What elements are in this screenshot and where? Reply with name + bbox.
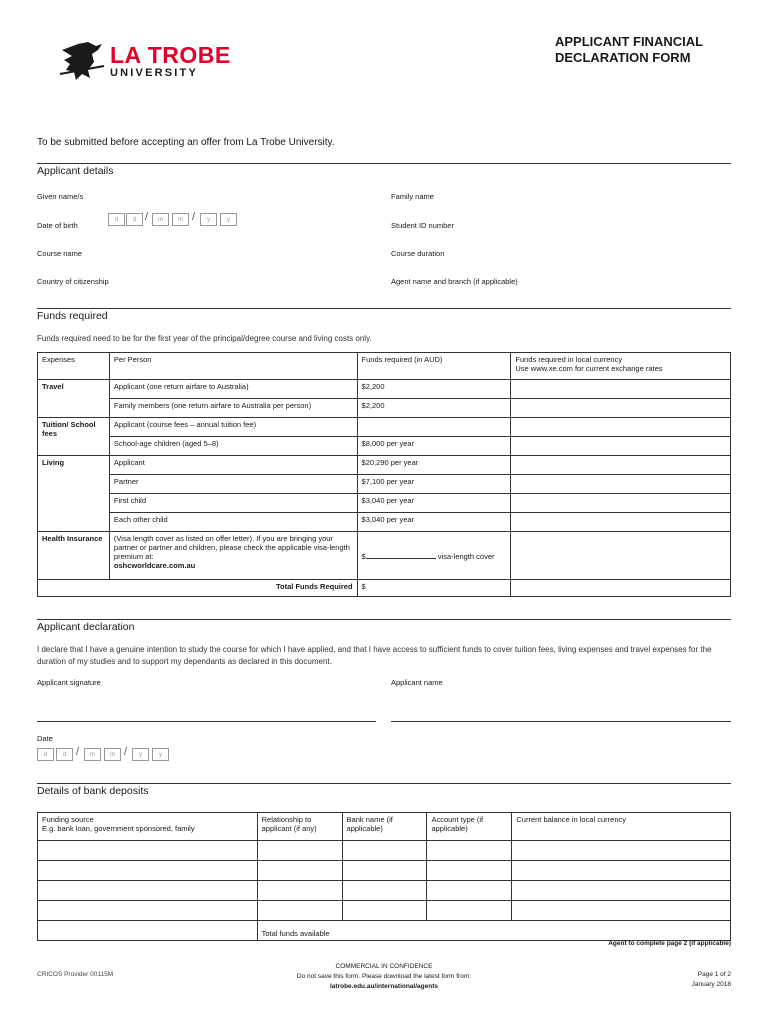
cell-input[interactable] xyxy=(512,861,731,881)
row-local-input[interactable] xyxy=(511,456,731,475)
cell-input[interactable] xyxy=(38,901,258,921)
divider xyxy=(37,163,731,164)
course-name-label: Course name xyxy=(37,249,83,258)
header-funds-local-label: Funds required in local currency xyxy=(515,355,623,364)
applicant-name-label: Applicant name xyxy=(391,678,443,687)
course-duration-label: Course duration xyxy=(391,249,445,258)
header-bank-name: Bank name (if applicable) xyxy=(342,813,427,841)
row-per-person: Applicant xyxy=(109,456,357,475)
cell-input[interactable] xyxy=(257,881,342,901)
form-date: January 2018 xyxy=(691,981,731,988)
date-month-2[interactable]: m xyxy=(104,748,121,761)
header-funding-source-sub: E.g. bank loan, government sponsored, family xyxy=(42,824,195,833)
signature-label: Applicant signature xyxy=(37,678,101,687)
group-travel: Travel xyxy=(38,380,110,418)
signature-line[interactable] xyxy=(37,721,376,722)
given-name-label: Given name/s xyxy=(37,192,84,201)
row-per-person: Applicant (course fees – annual tuition fee) xyxy=(109,418,357,437)
date-year-2[interactable]: y xyxy=(152,748,169,761)
health-aud-suffix: visa-length cover xyxy=(437,552,495,561)
cell-input[interactable] xyxy=(257,901,342,921)
header-funding-source xyxy=(38,813,258,841)
footer-center xyxy=(234,962,534,992)
country-label: Country of citizenship xyxy=(37,277,109,286)
row-local-input[interactable] xyxy=(511,513,731,532)
date-day-1[interactable]: d xyxy=(37,748,54,761)
cell-empty xyxy=(38,921,258,941)
date-separator: / xyxy=(145,211,149,223)
dob-year-2[interactable]: y xyxy=(220,213,237,226)
divider xyxy=(37,783,731,784)
row-local-input[interactable] xyxy=(511,418,731,437)
date-year-1[interactable]: y xyxy=(132,748,149,761)
group-tuition: Tuition/ School fees xyxy=(38,418,110,456)
row-aud: $8,000 per year xyxy=(357,437,511,456)
cricos-number: CRICOS Provider 00115M xyxy=(37,971,114,978)
cell-input[interactable] xyxy=(427,901,512,921)
cell-input[interactable] xyxy=(342,881,427,901)
eagle-icon xyxy=(58,40,106,82)
page-number: Page 1 of 2 xyxy=(697,971,731,978)
cell-input[interactable] xyxy=(427,881,512,901)
bank-table xyxy=(37,812,731,941)
family-name-label: Family name xyxy=(391,192,434,201)
row-local-input[interactable] xyxy=(511,380,731,399)
section-funds-required: Funds required xyxy=(37,310,108,322)
row-local-input[interactable] xyxy=(511,399,731,418)
divider xyxy=(37,619,731,620)
health-link[interactable]: oshcworldcare.com.au xyxy=(113,561,196,570)
row-per-person: School-age children (aged 5–8) xyxy=(109,437,357,456)
row-aud: $3,040 per year xyxy=(357,513,511,532)
date-day-2[interactable]: d xyxy=(56,748,73,761)
cell-input[interactable] xyxy=(257,841,342,861)
health-aud-prefix: $ xyxy=(361,552,366,561)
form-title xyxy=(555,34,703,66)
dob-label: Date of birth xyxy=(37,221,78,230)
logo-subtitle: UNIVERSITY xyxy=(110,67,199,79)
header-funds-aud: Funds required (in AUD) xyxy=(357,353,511,380)
group-health: Health Insurance xyxy=(38,532,110,580)
date-label: Date xyxy=(37,734,53,743)
table-row xyxy=(38,861,731,881)
date-separator: / xyxy=(124,746,128,758)
page-info xyxy=(692,970,731,990)
cell-input[interactable] xyxy=(342,841,427,861)
total-funds-available[interactable]: Total funds available xyxy=(257,921,730,941)
header-relationship: Relationship to applicant (if any) xyxy=(257,813,342,841)
table-row xyxy=(38,881,731,901)
declaration-text: I declare that I have a genuine intention to study the course for which I have applied, and that I have access to sufficient funds to cover tuition fees, living expenses and travel expenses for the duration of my studies and to support my dependants as declared in this document. xyxy=(37,645,712,666)
dob-year-1[interactable]: y xyxy=(200,213,217,226)
dob-day-1[interactable]: d xyxy=(108,213,125,226)
section-bank-deposits: Details of bank deposits xyxy=(37,785,149,797)
applicant-name-line[interactable] xyxy=(391,721,731,722)
dob-day-2[interactable]: d xyxy=(126,213,143,226)
cell-input[interactable] xyxy=(512,881,731,901)
cell-input[interactable] xyxy=(427,841,512,861)
row-per-person: First child xyxy=(109,494,357,513)
health-aud[interactable] xyxy=(357,532,511,580)
funds-table xyxy=(37,352,731,597)
section-applicant-details: Applicant details xyxy=(37,165,114,177)
row-local-input[interactable] xyxy=(511,437,731,456)
total-funds-label: Total Funds Required xyxy=(38,580,358,597)
student-id-label: Student ID number xyxy=(391,221,454,230)
cell-input[interactable] xyxy=(342,901,427,921)
divider xyxy=(37,308,731,309)
header-funding-source-label: Funding source xyxy=(42,815,94,824)
form-title-line2: DECLARATION FORM xyxy=(555,50,691,65)
row-per-person: Family members (one return airfare to Australia per person) xyxy=(109,399,357,418)
table-row xyxy=(38,901,731,921)
row-local-input[interactable] xyxy=(511,532,731,580)
cell-input[interactable] xyxy=(38,861,258,881)
row-local-input[interactable] xyxy=(511,475,731,494)
row-per-person: Partner xyxy=(109,475,357,494)
date-separator: / xyxy=(192,211,196,223)
intro-text: To be submitted before accepting an offer from La Trobe University. xyxy=(37,137,335,148)
row-per-person: Each other child xyxy=(109,513,357,532)
row-aud-input[interactable] xyxy=(357,418,511,437)
health-description: (Visa length cover as listed on offer letter). If you are bringing your partner or partner and children, please check the applicable visa-length premium at: xyxy=(113,534,350,561)
cell-input[interactable] xyxy=(38,881,258,901)
health-text xyxy=(109,532,357,580)
row-aud: $7,100 per year xyxy=(357,475,511,494)
agent-note: Agent to complete page 2 (if applicable) xyxy=(608,940,731,947)
footer-url[interactable]: latrobe.edu.au/international/agents xyxy=(330,983,438,990)
row-local-input[interactable] xyxy=(511,494,731,513)
agent-label: Agent name and branch (if applicable) xyxy=(391,277,518,286)
table-row xyxy=(38,841,731,861)
header-balance: Current balance in local currency xyxy=(512,813,731,841)
cell-input[interactable] xyxy=(512,901,731,921)
date-month-1[interactable]: m xyxy=(84,748,101,761)
header-per-person: Per Person xyxy=(109,353,357,380)
header-account-type: Account type (if applicable) xyxy=(427,813,512,841)
logo-wordmark: LA TROBE xyxy=(110,42,231,68)
row-aud: $3,040 per year xyxy=(357,494,511,513)
download-note: Do not save this form. Please download the latest form from: xyxy=(296,973,472,980)
total-funds-local[interactable] xyxy=(511,580,731,597)
row-aud: $2,200 xyxy=(357,380,511,399)
section-declaration: Applicant declaration xyxy=(37,621,135,633)
health-aud-blank[interactable] xyxy=(366,550,436,559)
dob-month-2[interactable]: m xyxy=(172,213,189,226)
group-living: Living xyxy=(38,456,110,532)
cell-input[interactable] xyxy=(257,861,342,881)
header-expenses: Expenses xyxy=(38,353,110,380)
funds-note: Funds required need to be for the first year of the principal/degree course and living costs only. xyxy=(37,334,372,343)
cell-input[interactable] xyxy=(342,861,427,881)
confidential-label: COMMERCIAL IN CONFIDENCE xyxy=(335,963,433,970)
row-aud: $20,290 per year xyxy=(357,456,511,475)
form-title-line1: APPLICANT FINANCIAL xyxy=(555,34,704,49)
row-per-person: Applicant (one return airfare to Australia) xyxy=(109,380,357,399)
cell-input[interactable] xyxy=(427,861,512,881)
total-funds-value[interactable]: $ xyxy=(357,580,511,597)
dob-month-1[interactable]: m xyxy=(152,213,169,226)
date-separator: / xyxy=(76,746,80,758)
cell-input[interactable] xyxy=(512,841,731,861)
table-row xyxy=(38,921,731,941)
header-funds-local xyxy=(511,353,731,380)
cell-input[interactable] xyxy=(38,841,258,861)
header-funds-local-sub: Use www.xe.com for current exchange rates xyxy=(515,364,663,373)
row-aud: $2,200 xyxy=(357,399,511,418)
